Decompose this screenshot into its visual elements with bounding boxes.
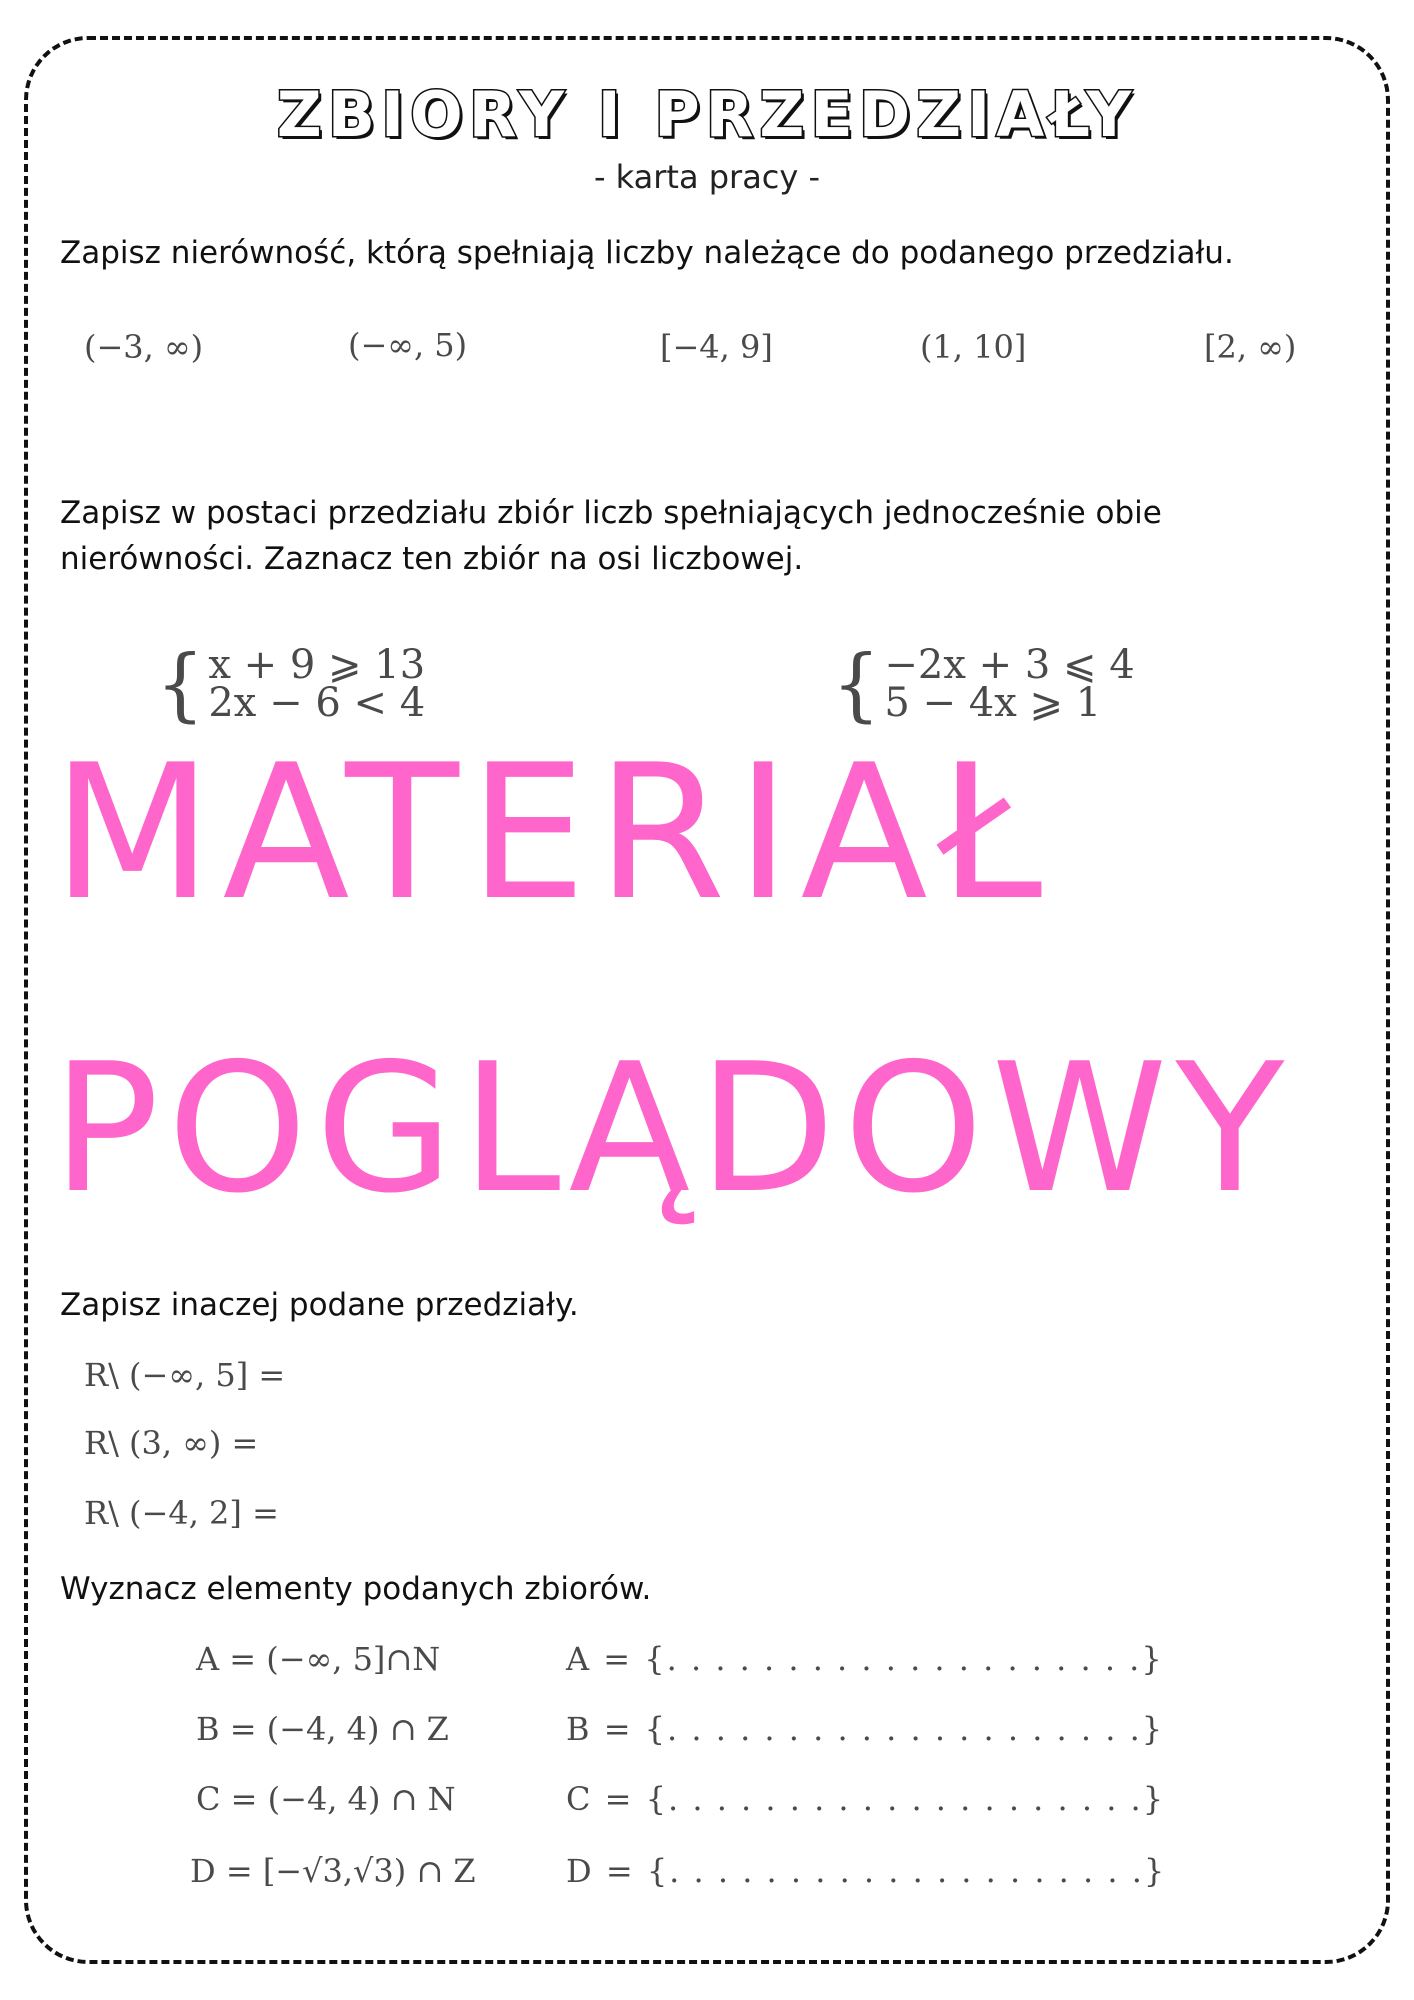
- set-definition-a: A = (−∞, 5]∩N: [196, 1640, 441, 1678]
- set-answer-d: D = {. . . . . . . . . . . . . . . . . . . .}: [566, 1852, 1167, 1890]
- set-definition-d: D = [−√3,√3) ∩ Z: [190, 1852, 476, 1890]
- set-definition-b: B = (−4, 4) ∩ Z: [196, 1710, 449, 1748]
- system2-line2: 5 − 4x ⩾ 1: [884, 680, 1102, 726]
- interval-4: (1, 10]: [920, 328, 1027, 366]
- system2-line1: −2x + 3 ⩽ 4: [884, 642, 1135, 688]
- complement-1: R\ (−∞, 5] =: [84, 1356, 286, 1394]
- interval-2: (−∞, 5): [348, 326, 468, 364]
- set-answer-b: B = {. . . . . . . . . . . . . . . . . . . .}: [566, 1710, 1165, 1748]
- inequality-system-1: [156, 636, 426, 731]
- interval-5: [2, ∞): [1204, 328, 1297, 366]
- interval-1: (−3, ∞): [84, 328, 204, 366]
- interval-3: [−4, 9]: [660, 328, 773, 366]
- watermark-line2: POGLĄDOWY: [52, 1025, 1293, 1232]
- inequality-system-2: [832, 636, 1135, 731]
- page-title: ZBIORY I PRZEDZIAŁY: [276, 78, 1138, 151]
- set-definition-c: C = (−4, 4) ∩ N: [196, 1780, 456, 1818]
- section2-instruction-line1: Zapisz w postaci przedziału zbiór liczb spełniających jednocześnie obie: [60, 495, 1162, 531]
- brace-symbol: {: [156, 636, 205, 731]
- section1-instruction: Zapisz nierówność, którą spełniają liczby należące do podanego przedziału.: [60, 235, 1234, 271]
- complement-3: R\ (−4, 2] =: [84, 1494, 279, 1532]
- section2-instruction-line2: nierówności. Zaznacz ten zbiór na osi liczbowej.: [60, 541, 804, 577]
- watermark-line1: MATERIAŁ: [52, 724, 1053, 941]
- system1-line1: x + 9 ⩾ 13: [208, 642, 426, 688]
- section4-instruction: Wyznacz elementy podanych zbiorów.: [60, 1571, 652, 1607]
- brace-symbol: {: [832, 636, 881, 731]
- complement-2: R\ (3, ∞) =: [84, 1424, 259, 1462]
- set-answer-a: A = {. . . . . . . . . . . . . . . . . . . .}: [566, 1640, 1164, 1678]
- section3-instruction: Zapisz inaczej podane przedziały.: [60, 1287, 579, 1323]
- section2-instruction: [60, 490, 1162, 582]
- system1-line2: 2x − 6 < 4: [208, 680, 426, 726]
- page-subtitle: - karta pracy -: [593, 158, 821, 196]
- set-answer-c: C = {. . . . . . . . . . . . . . . . . . . .}: [566, 1780, 1166, 1818]
